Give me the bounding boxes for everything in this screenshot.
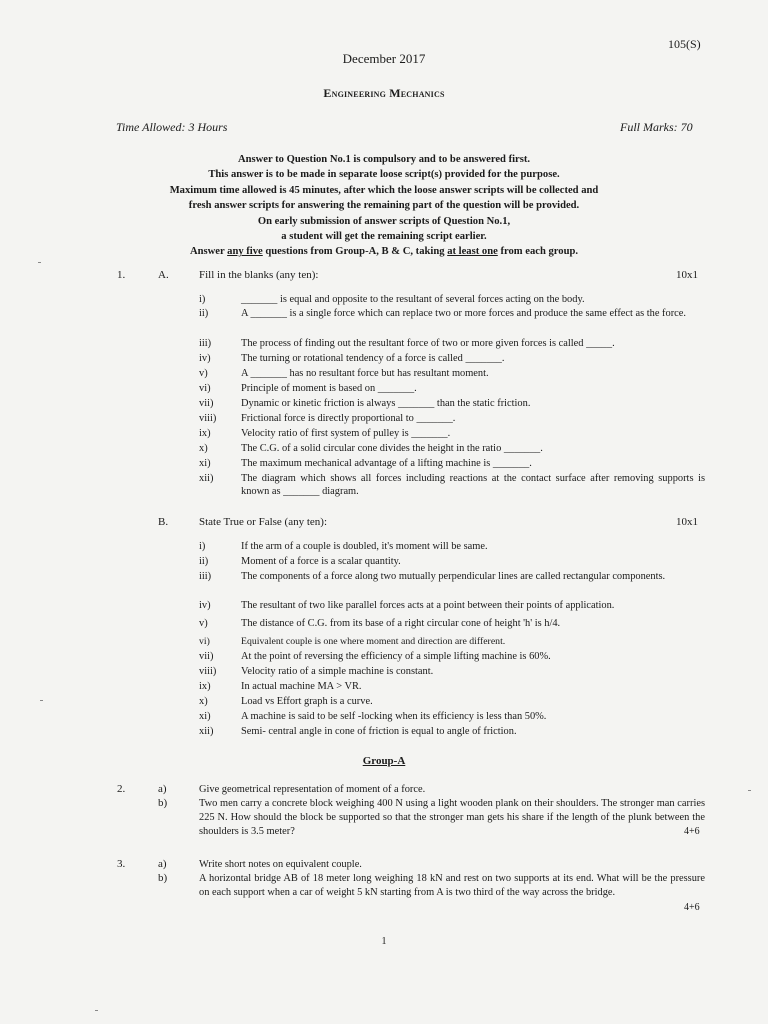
instruction-line: This answer is to be made in separate loose script(s) provided for the purpose. bbox=[208, 169, 560, 181]
list-item bbox=[199, 442, 705, 455]
item-number: iii) bbox=[199, 571, 212, 582]
list-item bbox=[199, 412, 705, 425]
item-text: A machine is said to be self -locking when its efficiency is less than 50%. bbox=[241, 711, 547, 722]
item-text: Principle of moment is based on _______. bbox=[241, 383, 417, 394]
instruction-line bbox=[0, 244, 768, 259]
item-number: i) bbox=[199, 294, 206, 305]
list-item bbox=[199, 293, 705, 306]
item-text: Velocity ratio of a simple machine is constant. bbox=[241, 666, 434, 677]
item-text: The diagram which shows all forces including reactions at the contact surface after removing supports is known as _______ diagram. bbox=[241, 473, 705, 497]
list-item bbox=[199, 472, 705, 498]
instructions bbox=[0, 152, 768, 260]
instruction-line: fresh answer scripts for answering the remaining part of the question will be provided. bbox=[188, 200, 580, 212]
item-text: Moment of a force is a scalar quantity. bbox=[241, 556, 401, 567]
time-allowed: Time Allowed: 3 Hours bbox=[116, 120, 228, 134]
instruction-line: Answer to Question No.1 is compulsory and to be answered first. bbox=[237, 154, 531, 165]
instruction-emphasis: any five bbox=[227, 246, 263, 258]
list-item bbox=[199, 352, 705, 365]
group-heading: Group-A bbox=[362, 755, 406, 767]
item-text: The components of a force along two mutually perpendicular lines are called rectangular components. bbox=[241, 571, 666, 582]
subpart-label: b) bbox=[158, 797, 168, 809]
item-text: Equivalent couple is one where moment and direction are different. bbox=[241, 636, 506, 647]
item-number: ii) bbox=[199, 556, 209, 567]
question-text: Two men carry a concrete block weighing 400 N using a light wooden plank on their shoulders. The stronger man carries 225 N. How should the block be supported so that the stronger man gets his share if the length of the plunk between the shoulders is 3.5 meter? bbox=[199, 798, 705, 837]
part-marks: 10x1 bbox=[676, 516, 698, 528]
instruction-line: a student will get the remaining script earlier. bbox=[281, 231, 487, 243]
list-item bbox=[199, 650, 705, 663]
item-number: xii) bbox=[199, 473, 214, 484]
item-text: The process of finding out the resultant force of two or more given forces is called _____. bbox=[241, 338, 615, 349]
instruction-text: Answer bbox=[189, 246, 228, 258]
item-number: iii) bbox=[199, 338, 212, 349]
part-marks: 10x1 bbox=[676, 269, 698, 281]
instruction-text: from each group. bbox=[497, 246, 579, 258]
list-item bbox=[199, 635, 705, 648]
question-number: 1. bbox=[117, 269, 126, 281]
item-number: vi) bbox=[199, 383, 211, 394]
list-item bbox=[199, 540, 705, 553]
item-number: ix) bbox=[199, 681, 211, 692]
item-number: vii) bbox=[199, 398, 214, 409]
list-item bbox=[199, 680, 705, 693]
item-number: x) bbox=[199, 443, 208, 454]
list-item bbox=[199, 570, 705, 583]
item-number: ii) bbox=[199, 308, 209, 319]
part-label: B. bbox=[158, 516, 169, 528]
list-item bbox=[199, 617, 705, 630]
list-item bbox=[199, 665, 705, 678]
scan-speck bbox=[40, 700, 43, 701]
question-text: Give geometrical representation of moment of a force. bbox=[199, 784, 426, 795]
item-text: Dynamic or kinetic friction is always _______ than the static friction. bbox=[241, 398, 531, 409]
item-text: At the point of reversing the efficiency of a simple lifting machine is 60%. bbox=[241, 651, 551, 662]
list-item bbox=[199, 555, 705, 568]
exam-date: December 2017 bbox=[342, 51, 426, 66]
paper-code: 105(S) bbox=[668, 37, 701, 51]
scan-speck bbox=[95, 1010, 98, 1011]
question-number: 3. bbox=[117, 858, 126, 870]
list-item bbox=[199, 307, 705, 320]
list-item bbox=[199, 367, 705, 380]
list-item bbox=[199, 427, 705, 440]
scan-speck bbox=[748, 790, 751, 791]
item-number: i) bbox=[199, 541, 206, 552]
item-number: ix) bbox=[199, 428, 211, 439]
item-text: The turning or rotational tendency of a force is called _______. bbox=[241, 353, 505, 364]
item-text: Semi- central angle in cone of friction is equal to angle of friction. bbox=[241, 726, 517, 737]
item-text: Load vs Effort graph is a curve. bbox=[241, 696, 373, 707]
instruction-line: Maximum time allowed is 45 minutes, after which the loose answer scripts will be collected and bbox=[169, 184, 599, 196]
part-heading: State True or False (any ten): bbox=[199, 516, 328, 528]
page-number: 1 bbox=[381, 936, 387, 947]
item-text: _______ is equal and opposite to the resultant of several forces acting on the body. bbox=[241, 294, 585, 305]
item-number: iv) bbox=[199, 353, 211, 364]
item-number: vi) bbox=[199, 636, 210, 647]
list-item bbox=[199, 725, 705, 738]
item-text: The C.G. of a solid circular cone divides the height in the ratio _______. bbox=[241, 443, 543, 454]
instruction-text: questions from Group-A, B & C, taking bbox=[262, 246, 448, 258]
item-number: viii) bbox=[199, 413, 217, 424]
item-text: Frictional force is directly proportional to _______. bbox=[241, 413, 456, 424]
item-number: v) bbox=[199, 618, 208, 629]
item-number: vii) bbox=[199, 651, 214, 662]
question-marks: 4+6 bbox=[684, 826, 700, 837]
question-text: A horizontal bridge AB of 18 meter long weighing 18 kN and rest on two supports at its end. What will be the pressure on each support when a car of weight 5 kN starting from A is two third of the way across the bridge. bbox=[199, 873, 705, 898]
subject-title: Engineering Mechanics bbox=[323, 86, 445, 100]
item-text: A _______ is a single force which can replace two or more forces and produce the same effect as the force. bbox=[241, 308, 686, 319]
list-item bbox=[199, 337, 705, 350]
instruction-emphasis: at least one bbox=[447, 246, 498, 258]
item-text: In actual machine MA > VR. bbox=[241, 681, 362, 692]
list-item bbox=[199, 695, 705, 708]
item-number: x) bbox=[199, 696, 208, 707]
item-text: The resultant of two like parallel forces acts at a point between their points of application. bbox=[241, 600, 615, 611]
item-number: iv) bbox=[199, 600, 211, 611]
item-number: xi) bbox=[199, 711, 211, 722]
instruction-line: On early submission of answer scripts of Question No.1, bbox=[257, 215, 511, 227]
scan-speck bbox=[38, 262, 41, 263]
item-text: The maximum mechanical advantage of a lifting machine is _______. bbox=[241, 458, 532, 469]
item-text: If the arm of a couple is doubled, it's moment will be same. bbox=[241, 541, 488, 552]
subpart-label: a) bbox=[158, 783, 167, 795]
part-label: A. bbox=[158, 269, 169, 281]
list-item bbox=[199, 710, 705, 723]
item-text: A _______ has no resultant force but has resultant moment. bbox=[241, 368, 489, 379]
list-item bbox=[199, 397, 705, 410]
list-item bbox=[199, 382, 705, 395]
question-marks: 4+6 bbox=[684, 902, 700, 913]
item-number: xi) bbox=[199, 458, 211, 469]
list-item bbox=[199, 457, 705, 470]
full-marks: Full Marks: 70 bbox=[620, 120, 693, 134]
item-text: The distance of C.G. from its base of a right circular cone of height 'h' is h/4. bbox=[241, 618, 561, 629]
subpart-label: a) bbox=[158, 858, 167, 870]
item-number: v) bbox=[199, 368, 208, 379]
question-number: 2. bbox=[117, 783, 126, 795]
item-number: viii) bbox=[199, 666, 217, 677]
subpart-label: b) bbox=[158, 872, 168, 884]
item-number: xii) bbox=[199, 726, 214, 737]
item-text: Velocity ratio of first system of pulley is _______. bbox=[241, 428, 451, 439]
part-heading: Fill in the blanks (any ten): bbox=[199, 269, 319, 281]
list-item bbox=[199, 599, 705, 612]
question-text: Write short notes on equivalent couple. bbox=[199, 859, 362, 870]
